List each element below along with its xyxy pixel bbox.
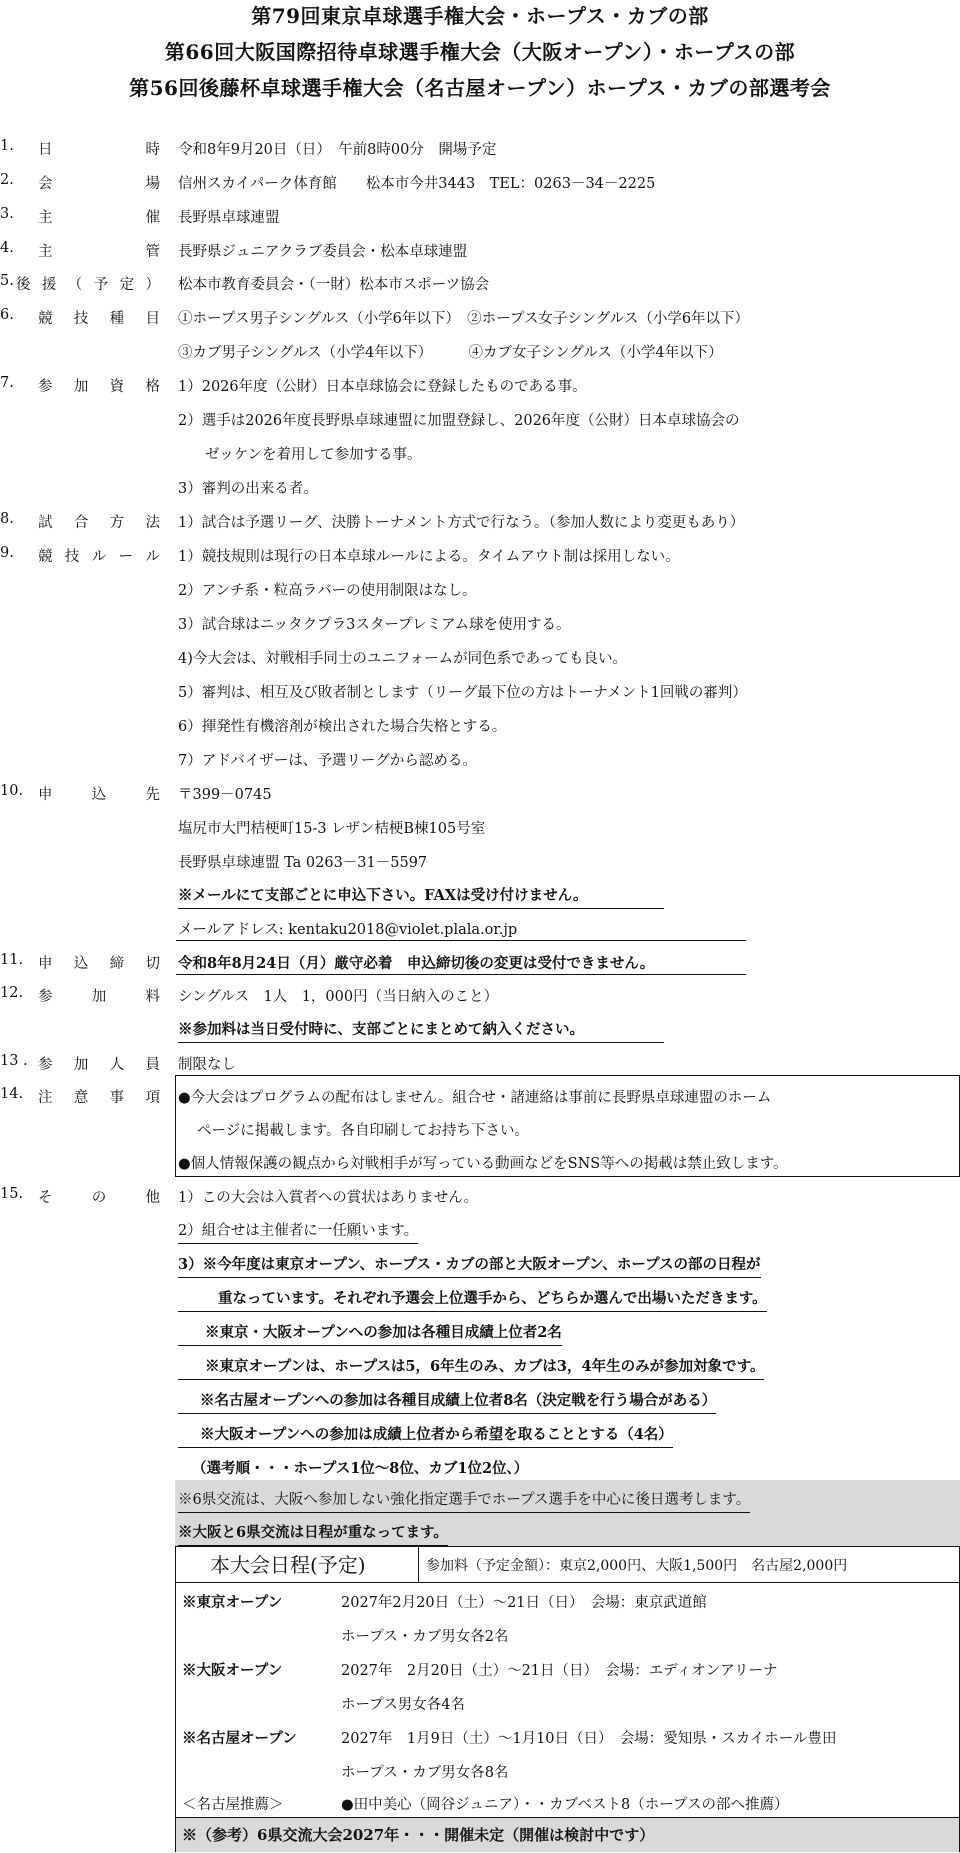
item-text: 2）組合せは主催者に一任願います。	[178, 1219, 418, 1244]
schedule-event-date: 2027年 2月20日（土）～21日（日） 会場：エディオンアリーナ	[341, 1663, 778, 1679]
item-label: 日 時	[38, 142, 160, 158]
item-label: 試 合 方 法	[38, 515, 160, 531]
item-label: 競 技 種 目	[38, 311, 160, 327]
item-number: 13 .	[0, 1053, 28, 1069]
item-text: 長野県ジュニアクラブ委員会・松本卓球連盟	[178, 244, 468, 260]
item-text: 4)今大会は、対戦相手同士のユニフォームが同色系であっても良い。	[178, 651, 628, 667]
item-label: 参 加 資 格	[38, 379, 160, 395]
item-text: 2）選手は2026年度長野県卓球連盟に加盟登録し、2026年度（公財）日本卓球協会の	[178, 413, 740, 429]
item-text: 塩尻市大門桔梗町15-3 レザン桔梗B棟105号室	[178, 821, 486, 837]
title-line-3: 第56回後藤杯卓球選手権大会（名古屋オープン）ホープス・カブの部選考会	[129, 76, 831, 100]
item-text: ※メールにて支部ごとに申込下さい。FAXは受け付けません。	[178, 884, 664, 909]
schedule-header	[176, 1547, 959, 1583]
item-text: 5）審判は、相互及び敗者制とします（リーグ最下位の方はトーナメント1回戦の審判）	[178, 685, 747, 701]
divider	[418, 1547, 419, 1582]
schedule-event-date: 2027年2月20日（土）～21日（日） 会場：東京武道館	[341, 1595, 707, 1611]
item-label: 会 場	[38, 176, 160, 192]
item-text: ※大阪と6県交流は日程が重なってます。	[178, 1521, 448, 1546]
item-text: 長野県卓球連盟 Ta 0263－31－5597	[178, 855, 428, 871]
item-number: 11.	[0, 952, 24, 968]
schedule-event-quota: ホープス・カブ男女各2名	[341, 1629, 509, 1645]
item-number: 4.	[0, 240, 14, 256]
schedule-event-quota: ホープス・カブ男女各8名	[341, 1765, 509, 1781]
item-text: ゼッケンを着用して参加する事。	[205, 447, 422, 463]
item-text: ●個人情報保護の観点から対戦相手が写っている動画などをSNS等への掲載は禁止致します。	[178, 1156, 788, 1172]
reference-text: ※（参考）6県交流大会2027年・・・開催未定（開催は検討中です）	[182, 1826, 655, 1844]
item-text: ※東京オープンは、ホープスは5，6年生のみ、カブは3，4年生のみが参加対象です。	[178, 1355, 764, 1380]
item-text: 1）2026年度（公財）日本卓球協会に登録したものである事。	[178, 379, 587, 395]
item-text: 制限なし	[178, 1057, 236, 1073]
item-text: 6）揮発性有機溶剤が検出された場合失格とする。	[178, 719, 507, 735]
item-text: 1）競技規則は現行の日本卓球ルールによる。タイムアウト制は採用しない。	[178, 549, 680, 565]
item-number: 15.	[0, 1186, 24, 1202]
item-text: ※6県交流は、大阪へ参加しない強化指定選手でホープス選手を中心に後日選考します。	[178, 1488, 750, 1513]
schedule-event-name: ※名古屋オープン	[182, 1730, 297, 1747]
schedule-event-name: ※東京オープン	[182, 1594, 283, 1611]
item-label: 後 援 （ 予 定 ）	[16, 277, 160, 293]
reference-note	[176, 1817, 959, 1852]
item-label: 申 込 締 切	[38, 956, 160, 972]
item-label: そ の 他	[38, 1190, 160, 1206]
item-number: 1.	[0, 138, 14, 154]
divider	[176, 974, 746, 975]
item-label: 参 加 料	[38, 989, 160, 1005]
item-text: 2）アンチ系・粒高ラバーの使用制限はなし。	[178, 583, 477, 599]
item-text: ●今大会はプログラムの配布はしません。組合せ・諸連絡は事前に長野県卓球連盟のホーム	[178, 1090, 772, 1106]
recommend-label: ＜名古屋推薦＞	[182, 1793, 284, 1818]
item-text: 7）アドバイザーは、予選リーグから認める。	[178, 753, 477, 769]
recommend-text: ●田中美心（岡谷ジュニア）・・カブベスト8（ホープスの部へ推薦）	[341, 1797, 789, 1813]
item-text: 令和8年8月24日（月）厳守必着 申込締切後の変更は受付できません。	[178, 955, 655, 972]
item-number: 6.	[0, 307, 14, 323]
item-text: メールアドレス: kentaku2018@violet.plala.or.jp	[178, 922, 518, 938]
item-text: （選考順・・・ホープス1位～8位、カブ1位2位、）	[178, 1457, 528, 1482]
item-text: 1）この大会は入賞者への賞状はありません。	[178, 1190, 479, 1206]
item-text: 信州スカイパーク体育館 松本市今井3443 TEL：0263－34－2225	[178, 176, 656, 192]
schedule-fee: 参加料（予定金額）：東京2,000円、大阪1,500円 名古屋2,000円	[426, 1558, 848, 1574]
item-label: 参 加 人 員	[38, 1057, 160, 1073]
item-text: 重なっています。それぞれ予選会上位選手から、どちらか選んで出場いただきます。	[178, 1287, 767, 1312]
item-label: 主 催	[38, 210, 160, 226]
item-label: 主 管	[38, 244, 160, 260]
item-label: 申 込 先	[38, 787, 160, 803]
item-text: ※参加料は当日受付時に、支部ごとにまとめて納入ください。	[178, 1018, 664, 1043]
item-text: ※名古屋オープンへの参加は各種目成績上位者8名（決定戦を行う場合がある）	[178, 1389, 716, 1414]
item-label: 注 意 事 項	[38, 1090, 160, 1106]
title-line-2: 第66回大阪国際招待卓球選手権大会（大阪オープン）・ホープスの部	[164, 40, 796, 64]
schedule-event-name: ※大阪オープン	[182, 1662, 283, 1679]
item-number: 3.	[0, 206, 14, 222]
item-text: 令和8年9月20日（日） 午前8時00分 開場予定	[178, 142, 497, 158]
item-text: 松本市教育委員会・（一財）松本市スポーツ協会	[178, 277, 490, 293]
schedule-title: 本大会日程(予定)	[210, 1553, 366, 1577]
item-number: 14.	[0, 1086, 24, 1102]
schedule-event-date: 2027年 1月9日（土）～1月10日（日） 会場：愛知県・スカイホール豊田	[341, 1731, 837, 1747]
schedule-event-quota: ホープス男女各4名	[341, 1697, 465, 1713]
item-text: 3）※今年度は東京オープン、ホープス・カブの部と大阪オープン、ホープスの部の日程が	[178, 1253, 761, 1278]
item-number: 7.	[0, 375, 14, 391]
item-number: 8.	[0, 511, 14, 527]
item-text: 3）審判の出来る者。	[178, 481, 318, 497]
item-number: 12.	[0, 985, 24, 1001]
item-text: ③カブ男子シングルス（小学4年以下） ④カブ女子シングルス（小学4年以下）	[178, 345, 723, 361]
item-label: 競 技 ル ー ル	[38, 549, 160, 565]
item-text: ※東京・大阪オープンへの参加は各種目成績上位者2名	[178, 1321, 562, 1346]
item-text: 3）試合球はニッタクプラ3スタープレミアム球を使用する。	[178, 617, 571, 633]
item-text: ①ホープス男子シングルス（小学6年以下） ②ホープス女子シングルス（小学6年以下）	[178, 311, 750, 327]
item-number: 2.	[0, 172, 14, 188]
item-number: 9.	[0, 545, 14, 561]
schedule-table	[175, 1546, 960, 1852]
divider	[176, 940, 746, 941]
item-text: 長野県卓球連盟	[178, 210, 280, 226]
item-text: シングルス 1人 1，000円（当日納入のこと）	[178, 989, 499, 1005]
item-text: 〒399－0745	[178, 787, 272, 803]
item-number: 10.	[0, 783, 24, 799]
item-text: ページに掲載します。各自印刷してお持ち下さい。	[197, 1123, 530, 1139]
item-number: 5.	[0, 273, 14, 289]
item-text: 1）試合は予選リーグ、決勝トーナメント方式で行なう。（参加人数により変更もあり）	[178, 515, 745, 531]
title-line-1: 第79回東京卓球選手権大会・ホープス・カブの部	[251, 4, 709, 28]
item-text: ※大阪オープンへの参加は成績上位者から希望を取ることとする（4名）	[178, 1423, 673, 1448]
